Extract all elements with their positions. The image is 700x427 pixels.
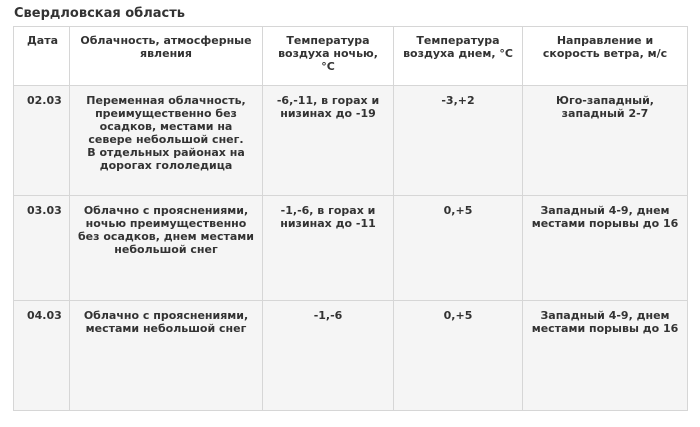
cell-date-text: 03.03 [27,204,62,217]
table-row [14,301,688,411]
weather-forecast-table [13,26,688,411]
cell-night-temp [263,86,394,196]
cell-night-temp [263,301,394,411]
cell-clouds [70,196,263,301]
header-night-temp [263,27,394,86]
header-night-temp-label: Температура воздуха ночью, °С [278,34,378,73]
cell-day-temp [394,86,523,196]
region-title: Свердловская область [14,6,186,21]
cell-wind-text: Западный 4-9, днем местами порывы до 16 [531,204,679,230]
header-wind-label: Направление и скорость ветра, м/с [542,34,668,60]
cell-day-temp [394,301,523,411]
header-date-label: Дата [27,34,59,47]
header-day-temp [394,27,523,86]
table-row [14,86,688,196]
header-day-temp-label: Температура воздуха днем, °С [403,34,513,60]
cell-night-temp-text: -1,-6 [313,309,343,322]
cell-date [14,196,70,301]
cell-day-temp-text: 0,+5 [443,309,473,322]
cell-wind [523,86,688,196]
cell-clouds [70,301,263,411]
cell-clouds-text: Облачно с прояснениями, местами небольшой снег [83,309,249,335]
cell-clouds-text: Облачно с прояснениями, ночью преимущественно без осадков, днем местами небольшой снег [78,204,254,256]
cell-night-temp-text: -6,-11, в горах и низинах до -19 [276,94,380,120]
cell-wind-text: Западный 4-9, днем местами порывы до 16 [531,309,679,335]
table-row [14,196,688,301]
header-date [14,27,70,86]
header-clouds-label: Облачность, атмосферные явления [80,34,252,60]
cell-day-temp-text: -3,+2 [441,94,475,107]
cell-date-text: 02.03 [27,94,62,107]
cell-wind-text: Юго-западный, западный 2-7 [556,94,654,120]
cell-clouds-text: Переменная облачность, преимущественно без осадков, местами на севере небольшой снег. В отдельных районах на дорогах гололедица [86,94,246,172]
cell-night-temp [263,196,394,301]
cell-date-text: 04.03 [27,309,62,322]
header-clouds [70,27,263,86]
cell-night-temp-text: -1,-6, в горах и низинах до -11 [280,204,376,230]
table-header-row [14,27,688,86]
cell-wind [523,301,688,411]
cell-day-temp-text: 0,+5 [443,204,473,217]
cell-clouds [70,86,263,196]
cell-date [14,86,70,196]
cell-date [14,301,70,411]
header-wind [523,27,688,86]
cell-wind [523,196,688,301]
cell-day-temp [394,196,523,301]
